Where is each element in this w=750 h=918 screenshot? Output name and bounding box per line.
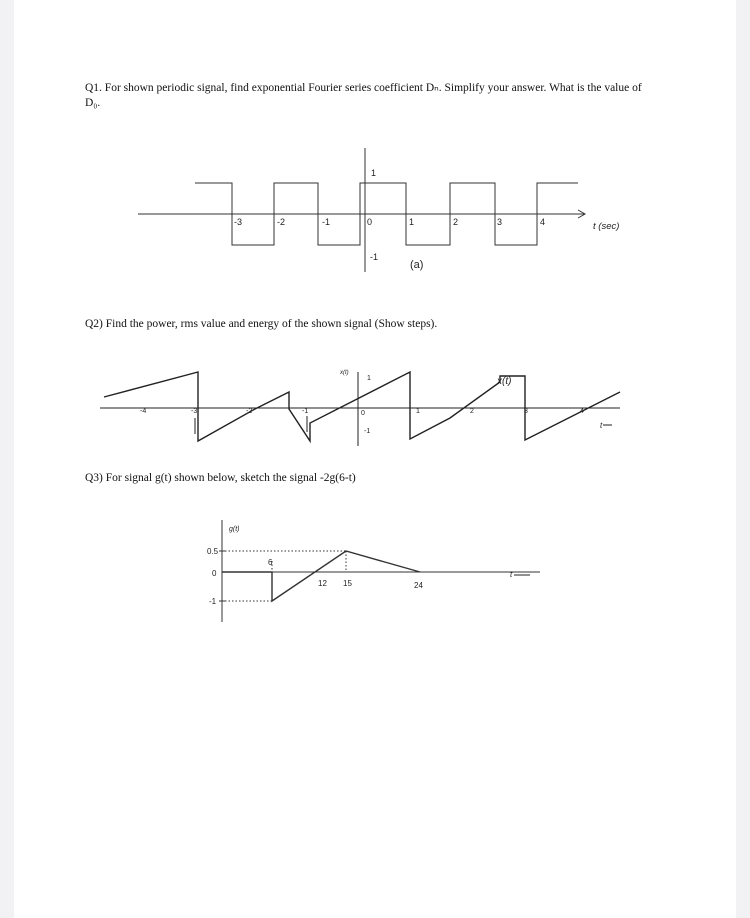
- question-2-text: Q2) Find the power, rms value and energy of the shown signal (Show steps).: [85, 318, 438, 330]
- q3-y-axis-label: g(t): [229, 526, 240, 533]
- q1-tick-label: -1: [322, 217, 331, 227]
- q1-tick-label: 2: [453, 217, 459, 227]
- figure-q1: [138, 148, 585, 272]
- q2-tick-label: 3: [524, 408, 528, 415]
- q3-x-tick-label: 15: [343, 579, 352, 588]
- q2-tick-label: -4: [140, 408, 147, 415]
- q1-y-tick-label: -1: [370, 252, 379, 262]
- q1-axis-label: t (sec): [593, 221, 620, 232]
- q3-x-tick-label: 6: [268, 558, 273, 567]
- q2-signal-waveform: [104, 372, 620, 441]
- q1-tick-label: 0: [367, 217, 373, 227]
- q3-y-tick-label: -1: [209, 597, 217, 606]
- q1-tick-label: -3: [234, 217, 243, 227]
- q1-tick-label: 3: [497, 217, 503, 227]
- q3-y-tick-label: 0.5: [207, 547, 219, 556]
- question-1-text: Q1. For shown periodic signal, find exponential Fourier series coefficient Dₙ. Simplify your answer. What is the value of D₀.: [85, 82, 642, 109]
- figure-q2: [100, 372, 620, 446]
- q2-y-axis-label: x(t): [340, 370, 349, 376]
- q1-tick-label: -2: [277, 217, 286, 227]
- q2-x-tick-labels: [140, 375, 584, 435]
- q3-y-tick-label: 0: [212, 569, 217, 578]
- question-3-text: Q3) For signal g(t) shown below, sketch the signal -2g(6-t): [85, 472, 356, 484]
- figure-q3: [219, 520, 540, 622]
- q2-y-tick-label: 1: [367, 375, 371, 382]
- q1-figure-caption: (a): [410, 259, 424, 271]
- q2-tick-label: -2: [246, 408, 253, 415]
- q2-y-tick-label: -1: [364, 428, 371, 435]
- q2-tick-label: -1: [302, 408, 309, 415]
- q3-tick-labels: [207, 547, 423, 606]
- q3-x-tick-label: 24: [414, 581, 423, 590]
- q2-tick-label: 4: [580, 408, 584, 415]
- q3-axis-label: t: [510, 570, 513, 579]
- q2-tick-label: 0: [361, 410, 365, 417]
- q2-tick-label: -3: [191, 408, 198, 415]
- q1-x-tick-labels: [234, 168, 545, 262]
- q2-tick-label: 1: [416, 408, 420, 415]
- q3-x-tick-label: 12: [318, 579, 327, 588]
- q1-tick-label: 1: [409, 217, 415, 227]
- q1-tick-label: 4: [540, 217, 546, 227]
- q3-signal-waveform: [222, 551, 420, 601]
- q2-axis-label: t: [600, 421, 603, 430]
- q2-signal-annotation: x(t): [497, 376, 512, 387]
- q1-y-tick-label: 1: [371, 168, 377, 178]
- q2-tick-label: 2: [470, 408, 474, 415]
